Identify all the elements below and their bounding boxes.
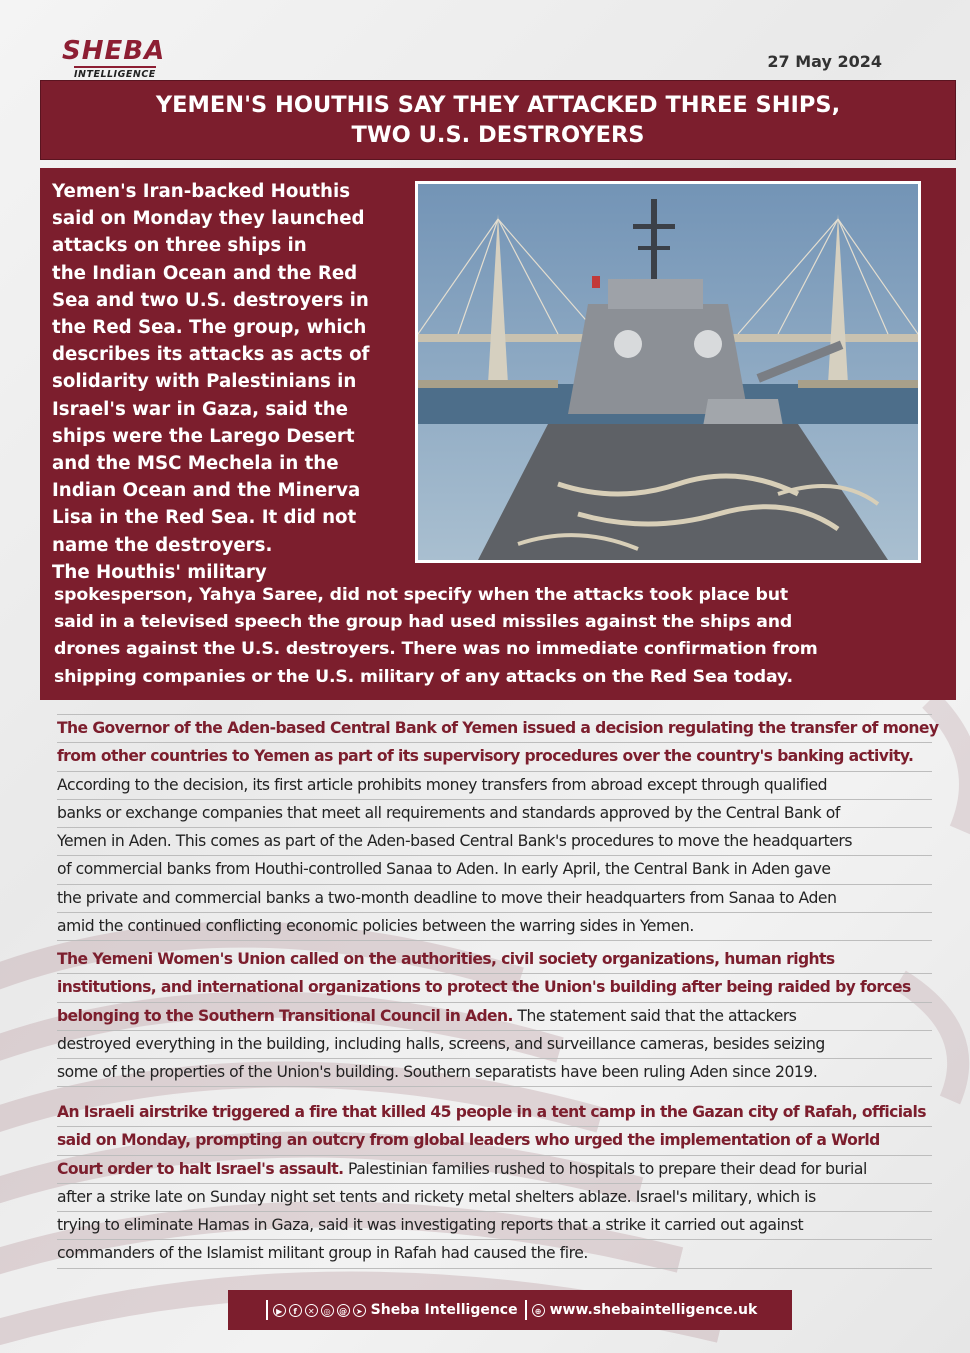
article-line [57, 743, 932, 771]
article-line [57, 856, 932, 884]
lead-line: name the destroyers. [52, 534, 273, 556]
ship-illustration [418, 184, 918, 560]
lead-line: attacks on three ships in [52, 235, 307, 257]
lead-line: Sea and two U.S. destroyers in [52, 289, 369, 311]
article-body [57, 1099, 932, 1269]
instagram-icon[interactable]: ◎ [321, 1304, 334, 1317]
article-rafah-airstrike [40, 1099, 932, 1269]
article-central-bank [40, 714, 939, 941]
article-text: after a strike late on Sunday night set tents and rickety metal shelters ablaze. Israel's military, which is [57, 1187, 816, 1206]
article-text: The statement said that the attackers [512, 1006, 797, 1025]
article-line [57, 1031, 932, 1059]
lead-story [40, 168, 956, 700]
article-line [57, 715, 939, 743]
article-body [57, 714, 939, 941]
lead-line: and the MSC Mechela in the [52, 453, 339, 475]
article-line [57, 828, 932, 856]
article-text: According to the decision, its first article prohibits money transfers from abroad except through qualified [57, 775, 828, 794]
lead-line: Lisa in the Red Sea. It did not [52, 507, 357, 529]
lead-line: shipping companies or the U.S. military of any attacks on the Red Sea today. [54, 666, 793, 687]
article-text: some of the properties of the Union's building. Southern separatists have been ruling Aden since 2019. [57, 1063, 818, 1082]
article-text: destroyed everything in the building, including halls, screens, and surveillance cameras, besides seizing [57, 1034, 825, 1053]
article-line [57, 1127, 932, 1155]
article-line [57, 946, 932, 974]
article-highlight-text: said on Monday, prompting an outcry from global leaders who urged the implementation of a World [57, 1131, 880, 1150]
lead-text-bottom [54, 582, 949, 691]
article-text: the private and commercial banks a two-month deadline to move their headquarters from Sanaa to Aden [57, 888, 837, 907]
article-highlight-text: institutions, and international organizations to protect the Union's building after being raided by forces [57, 978, 911, 997]
telegram-icon[interactable]: ➤ [353, 1304, 366, 1317]
article-text: Yemen in Aden. This comes as part of the Aden-based Central Bank's procedures to move the headquarters [57, 832, 853, 851]
lead-line: drones against the U.S. destroyers. There was no immediate confirmation from [54, 639, 818, 660]
headline-banner [40, 80, 956, 160]
footer-divider [525, 1300, 527, 1320]
article-line [57, 913, 932, 941]
article-line [57, 1003, 932, 1031]
lead-line: said on Monday they launched [52, 208, 365, 230]
article-line [57, 1184, 932, 1212]
article-highlight-text: The Governor of the Aden-based Central Bank of Yemen issued a decision regulating the transfer of money [57, 719, 939, 737]
lead-line: solidarity with Palestinians in [52, 371, 357, 393]
article-line [57, 885, 932, 913]
footer-bar [228, 1290, 792, 1330]
article-text: commanders of the Islamist militant group in Rafah had caused the fire. [57, 1244, 588, 1263]
article-highlight-text: belonging to the Southern Transitional Council in Aden. [57, 1006, 513, 1025]
publication-date: 27 May 2024 [767, 52, 882, 71]
footer-brand[interactable]: Sheba Intelligence [370, 1302, 518, 1318]
lead-line: ships were the Larego Desert [52, 425, 355, 447]
lead-line: spokesperson, Yahya Saree, did not specify when the attacks took place but [54, 585, 788, 605]
article-text: Palestinian families rushed to hospitals to prepare their dead for burial [343, 1159, 867, 1178]
lead-line: Israel's war in Gaza, said the [52, 398, 348, 420]
threads-icon[interactable]: @ [337, 1304, 350, 1317]
lead-line: Yemen's Iran-backed Houthis [52, 181, 351, 202]
article-line [57, 974, 932, 1002]
article-highlight-text: An Israeli airstrike triggered a fire that killed 45 people in a tent camp in the Gazan city of Rafah, officials [57, 1103, 926, 1121]
article-text: amid the continued conflicting economic policies between the warring sides in Yemen. [57, 917, 694, 936]
youtube-icon[interactable]: ▶ [273, 1304, 286, 1317]
footer-divider [266, 1300, 268, 1320]
article-body [57, 946, 932, 1087]
lead-text-top [52, 178, 412, 586]
lead-line: Indian Ocean and the Minerva [52, 480, 361, 502]
headline-title: YEMEN'S HOUTHIS SAY THEY ATTACKED THREE SHIPS, TWO U.S. DESTROYERS [155, 92, 841, 148]
article-line [57, 1240, 932, 1268]
globe-icon: ⊕ [532, 1304, 545, 1317]
destroyer-photo [415, 181, 921, 563]
article-womens-union [40, 946, 932, 1087]
article-highlight-text: from other countries to Yemen as part of its supervisory procedures over the country's banking activity. [57, 747, 914, 766]
lead-line: the Indian Ocean and the Red [52, 262, 358, 284]
article-text: trying to eliminate Hamas in Gaza, said it was investigating reports that a strike it carried out against [57, 1216, 804, 1235]
sheba-logo [62, 38, 192, 80]
article-line [57, 1156, 932, 1184]
article-text: banks or exchange companies that meet all requirements and standards approved by the Central Bank of [57, 803, 840, 822]
x-icon[interactable]: ✕ [305, 1304, 318, 1317]
article-line [57, 1059, 932, 1087]
article-line [57, 1099, 932, 1127]
article-highlight-text: The Yemeni Women's Union called on the authorities, civil society organizations, human rights [57, 950, 835, 968]
lead-line: said in a televised speech the group had used missiles against the ships and [54, 612, 793, 633]
lead-line: the Red Sea. The group, which [52, 317, 367, 339]
facebook-icon[interactable]: f [289, 1304, 302, 1317]
logo-word: SHEBA [62, 36, 166, 66]
footer-website-link[interactable]: www.shebaintelligence.uk [549, 1302, 758, 1318]
article-highlight-text: Court order to halt Israel's assault. [57, 1159, 344, 1178]
article-text: of commercial banks from Houthi-controlled Sanaa to Aden. In early April, the Central Bank in Aden gave [57, 860, 831, 879]
article-line [57, 1212, 932, 1240]
lead-line: describes its attacks as acts of [52, 344, 370, 366]
logo-subtitle: INTELLIGENCE [74, 66, 156, 80]
article-line [57, 800, 932, 828]
lead-line: The Houthis' military [52, 561, 267, 583]
article-line [57, 772, 932, 800]
